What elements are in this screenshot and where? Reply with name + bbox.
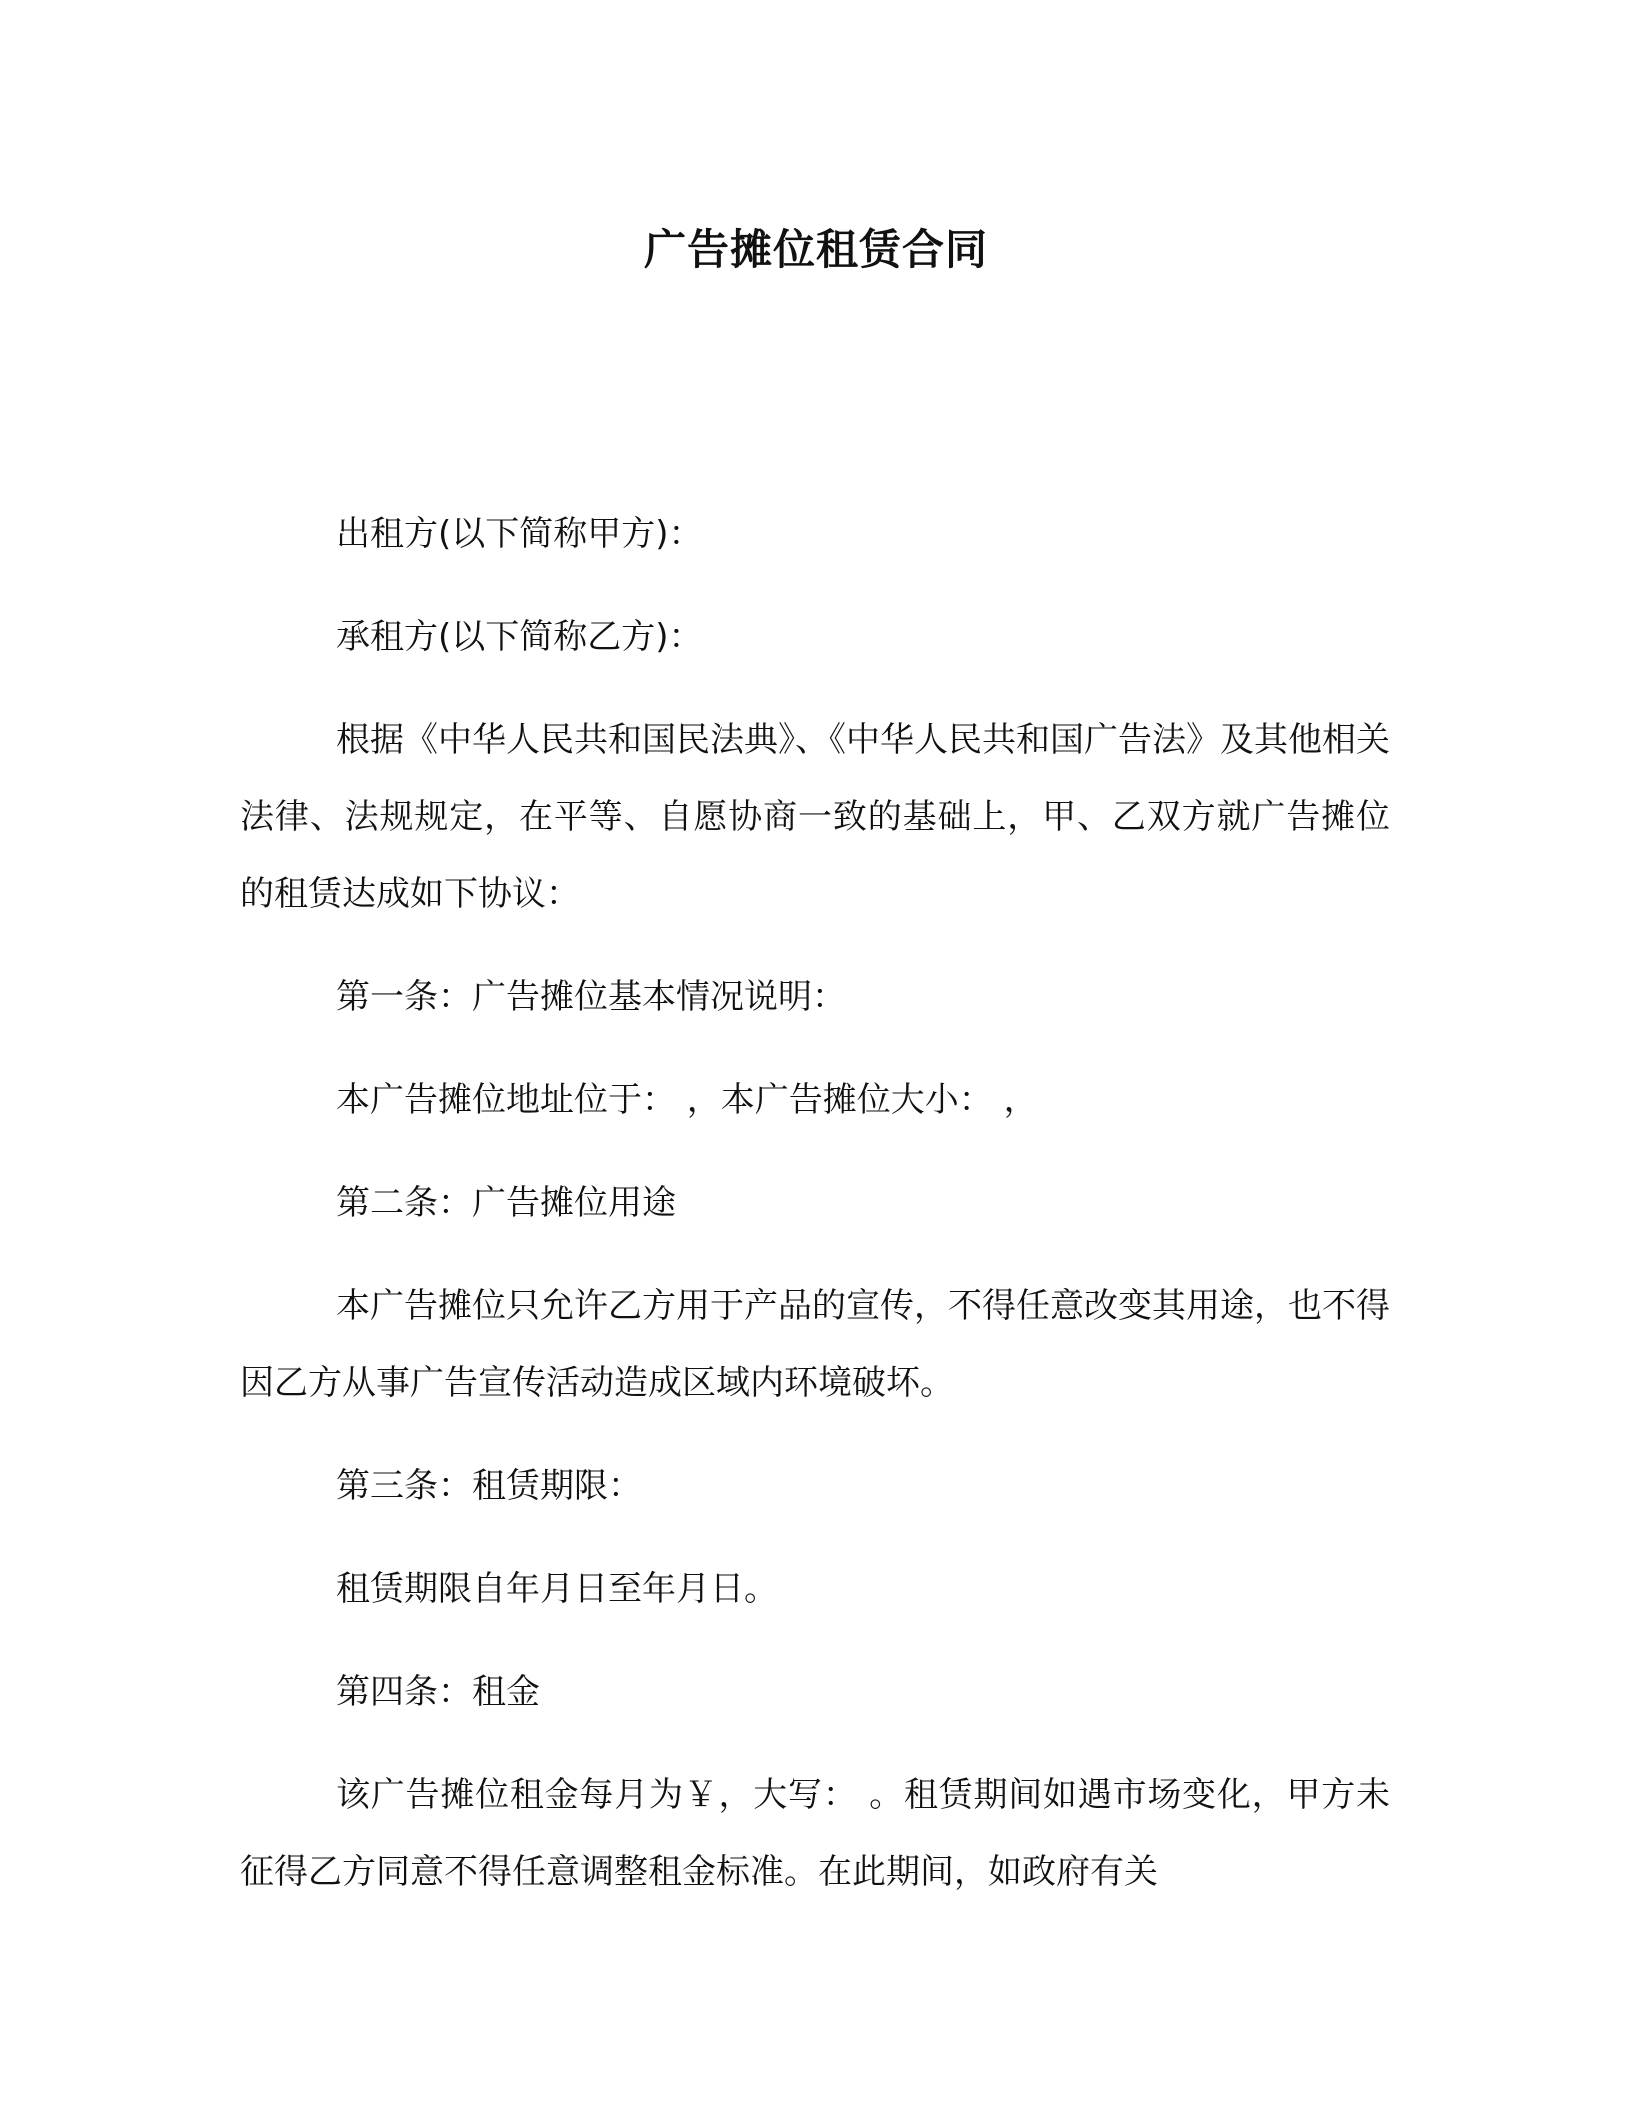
document-title: 广告摊位租赁合同 — [643, 225, 988, 274]
article-2-heading: 第二条：广告摊位用途 — [336, 1183, 676, 1223]
preamble-paragraph: 根据《中华人民共和国民法典》、《中华人民共和国广告法》及其他相关法律、法规规定，在平等、自愿协商一致的基础上，甲、乙双方就广告摊位的租赁达成如下协议： — [240, 720, 1390, 914]
lessor-line: 出租方(以下简称甲方)： — [336, 514, 703, 554]
article-3-heading: 第三条：租赁期限： — [336, 1466, 642, 1506]
article-4-body: 该广告摊位租金每月为￥，大写： 。租赁期间如遇市场变化，甲方未征得乙方同意不得任意调整租金标准。在此期间，如政府有关 — [240, 1775, 1390, 1892]
document-body — [240, 496, 1390, 1937]
article-1-body: 本广告摊位地址位于： ，本广告摊位大小： ， — [336, 1080, 1038, 1120]
article-1-heading: 第一条：广告摊位基本情况说明： — [336, 977, 846, 1017]
article-2-body: 本广告摊位只允许乙方用于产品的宣传，不得任意改变其用途，也不得因乙方从事广告宣传活动造成区域内环境破坏。 — [240, 1286, 1390, 1403]
article-4-heading: 第四条：租金 — [336, 1672, 540, 1712]
article-3-body: 租赁期限自年月日至年月日。 — [336, 1569, 778, 1609]
lessee-line: 承租方(以下简称乙方)： — [336, 617, 703, 657]
